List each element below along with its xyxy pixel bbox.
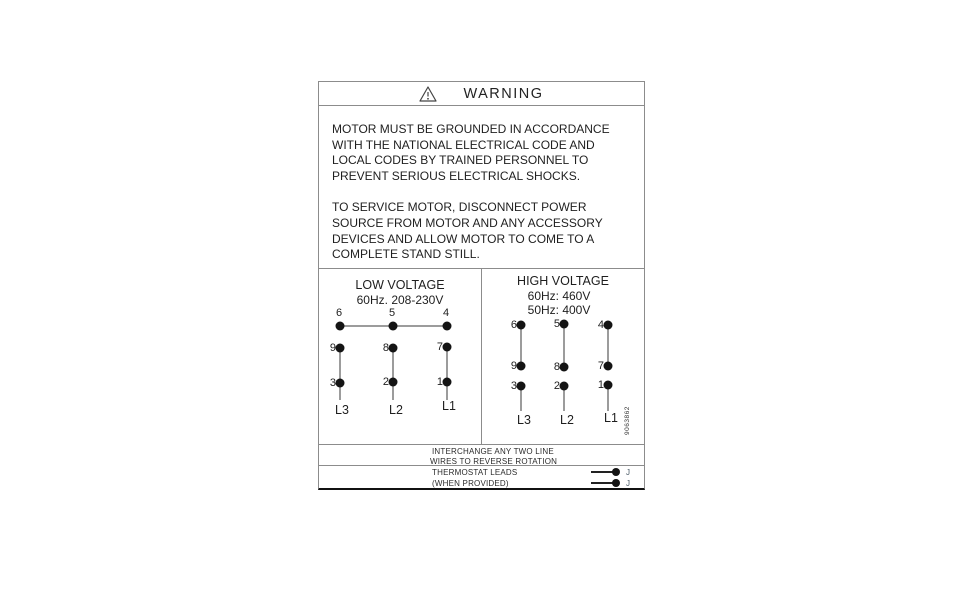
text-line: PREVENT SERIOUS ELECTRICAL SHOCKS. <box>332 168 581 183</box>
terminal-number: 4 <box>442 307 450 319</box>
terminal-number: 2 <box>553 380 560 392</box>
divider-diagrams-footer <box>319 444 644 445</box>
terminal-dot <box>389 378 398 387</box>
wire <box>563 325 565 366</box>
terminal-number: 7 <box>597 360 604 372</box>
terminal-dot <box>336 379 345 388</box>
wire <box>339 348 341 400</box>
terminal-dot <box>336 344 345 353</box>
terminal-dot <box>389 322 398 331</box>
text-line: LOCAL CODES BY TRAINED PERSONNEL TO <box>332 153 589 168</box>
terminal-number: 3 <box>510 380 517 392</box>
terminal-number: 3 <box>329 377 336 389</box>
text-line: COMPLETE STAND STILL. <box>332 247 480 262</box>
grounding-paragraph <box>332 122 632 184</box>
high-voltage-title: HIGH VOLTAGE <box>517 274 609 288</box>
low-voltage-title: LOW VOLTAGE <box>355 278 445 292</box>
line-label: L1 <box>604 411 618 425</box>
line-label: L3 <box>517 413 531 427</box>
wire <box>446 348 448 400</box>
terminal-number: 2 <box>382 376 389 388</box>
thermostat-note-line1: THERMOSTAT LEADS <box>432 468 518 477</box>
wire <box>392 348 394 400</box>
service-paragraph <box>332 200 632 262</box>
part-number: 9063862 <box>624 406 631 435</box>
terminal-dot <box>389 344 398 353</box>
rotation-note-line2: WIRES TO REVERSE ROTATION <box>430 457 558 466</box>
line-label: L1 <box>442 399 456 413</box>
line-label: L2 <box>560 413 574 427</box>
terminal-dot <box>604 321 613 330</box>
thermostat-lead-terminal <box>612 468 620 476</box>
terminal-dot <box>604 362 613 371</box>
terminal-number: 4 <box>597 319 604 331</box>
thermostat-note-line2: (WHEN PROVIDED) <box>432 479 509 488</box>
terminal-dot <box>560 363 569 372</box>
warning-triangle-icon <box>419 86 437 102</box>
lead-label-j: J <box>626 479 630 488</box>
terminal-number: 5 <box>388 307 396 319</box>
terminal-number: 5 <box>553 318 560 330</box>
terminal-dot <box>560 320 569 329</box>
terminal-dot <box>443 343 452 352</box>
terminal-dot <box>517 321 526 330</box>
line-label: L2 <box>389 403 403 417</box>
high-voltage-subtitle-50hz: 50Hz: 400V <box>527 303 591 317</box>
divider-voltage-cells <box>481 269 482 444</box>
terminal-number: 9 <box>329 342 336 354</box>
text-line: WITH THE NATIONAL ELECTRICAL CODE AND <box>332 137 595 152</box>
terminal-dot <box>443 378 452 387</box>
terminal-number: 1 <box>436 376 443 388</box>
thermostat-lead-terminal <box>612 479 620 487</box>
wire <box>607 386 609 411</box>
wire <box>520 325 522 366</box>
high-voltage-subtitle-60hz: 60Hz: 460V <box>527 289 591 303</box>
terminal-dot <box>336 322 345 331</box>
low-voltage-subtitle: 60Hz. 208-230V <box>356 293 444 307</box>
terminal-number: 6 <box>335 307 343 319</box>
terminal-dot <box>560 382 569 391</box>
terminal-number: 8 <box>553 361 560 373</box>
terminal-number: 9 <box>510 360 517 372</box>
terminal-number: 7 <box>436 341 443 353</box>
text-line: DEVICES AND ALLOW MOTOR TO COME TO A <box>332 231 595 246</box>
terminal-number: 1 <box>597 379 604 391</box>
warning-title: WARNING <box>463 85 544 102</box>
wire <box>607 325 609 366</box>
text-line: SOURCE FROM MOTOR AND ANY ACCESSORY <box>332 215 603 230</box>
terminal-dot <box>604 381 613 390</box>
text-line: MOTOR MUST BE GROUNDED IN ACCORDANCE <box>332 122 610 136</box>
text-line: TO SERVICE MOTOR, DISCONNECT POWER <box>332 200 587 215</box>
motor-warning-label <box>318 81 645 490</box>
rotation-note-line1: INTERCHANGE ANY TWO LINE <box>432 447 554 456</box>
terminal-dot <box>517 362 526 371</box>
line-label: L3 <box>335 403 349 417</box>
warning-header <box>319 82 644 106</box>
terminal-number: 8 <box>382 342 389 354</box>
terminal-dot <box>443 322 452 331</box>
terminal-number: 6 <box>510 319 517 331</box>
lead-label-j: J <box>626 468 630 477</box>
warning-body-text <box>332 122 632 279</box>
terminal-dot <box>517 382 526 391</box>
